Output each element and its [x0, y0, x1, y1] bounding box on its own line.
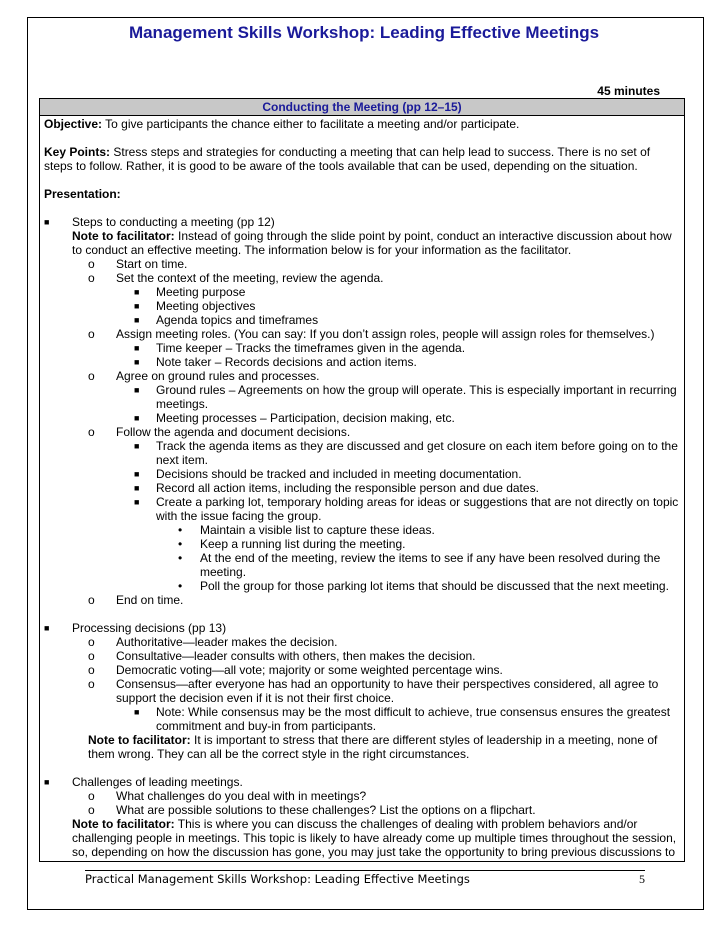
- lesson-table: [39, 98, 685, 862]
- key-points: [44, 145, 680, 173]
- square-bullet-icon: ■: [134, 301, 140, 311]
- list-item: ■ Agenda topics and timeframes: [134, 313, 319, 327]
- list-item: o End on time.: [88, 593, 184, 607]
- objective: [44, 117, 680, 131]
- circle-bullet-icon: o: [88, 635, 95, 649]
- square-bullet-icon: ■: [134, 469, 140, 479]
- circle-bullet-icon: o: [88, 663, 95, 677]
- presentation-list: [44, 215, 680, 607]
- circle-bullet-icon: o: [88, 271, 95, 285]
- list-item: o What are possible solutions to these challenges? List the options on a flipchart.: [88, 803, 536, 817]
- square-bullet-icon: ■: [134, 441, 140, 451]
- square-bullet-icon: ■: [44, 777, 50, 787]
- square-bullet-icon: ■: [134, 413, 140, 423]
- decisions-title: Processing decisions (pp 13): [72, 621, 227, 635]
- list-item: ■ Record all action items, including the responsible person and due dates.: [134, 481, 539, 495]
- square-bullet-icon: ■: [134, 497, 140, 507]
- list-item: o Democratic voting—all vote; majority or some weighted percentage wins.: [88, 663, 503, 677]
- footer-title: Practical Management Skills Workshop: Leading Effective Meetings: [85, 872, 470, 886]
- list-item: o Start on time.: [88, 257, 188, 271]
- list-item-steps: [44, 215, 680, 607]
- presentation-label: Presentation:: [44, 187, 121, 201]
- list-item: ■ Decisions should be tracked and included in meeting documentation.: [134, 467, 522, 481]
- section-header: Conducting the Meeting (pp 12–15): [40, 99, 684, 116]
- list-item: • Keep a running list during the meeting.: [178, 537, 406, 551]
- circle-bullet-icon: o: [88, 803, 95, 817]
- square-bullet-icon: ■: [44, 623, 50, 633]
- circle-bullet-icon: o: [88, 369, 95, 383]
- list-item: ■ Meeting purpose: [134, 285, 246, 299]
- dot-bullet-icon: •: [178, 551, 183, 565]
- list-item: ■ Note: While consensus may be the most difficult to achieve, true consensus ensures the greatest commitment and buy-in from participants.: [134, 705, 671, 733]
- square-bullet-icon: ■: [134, 343, 140, 353]
- circle-bullet-icon: o: [88, 593, 95, 607]
- list-item: o Consensus—after everyone has had an opportunity to have their perspectives considered, all agree to support the decision even if it is not their first choice. ■ Note: While consensus may be the most difficult to achieve, true consensus ensures the greatest commitment and buy-in from participants.: [72, 677, 680, 733]
- page-footer: [85, 870, 645, 886]
- list-item: ■ Meeting processes – Participation, decision making, etc.: [134, 411, 455, 425]
- circle-bullet-icon: o: [88, 649, 95, 663]
- decisions-section: [44, 621, 680, 761]
- key-points-label: Key Points:: [44, 145, 111, 159]
- square-bullet-icon: ■: [44, 217, 50, 227]
- square-bullet-icon: ■: [134, 707, 140, 717]
- key-points-text: Stress steps and strategies for conducting a meeting that can help lead to success. There is no set of steps to follow. Rather, it is good to be aware of the tools available that can be used, depending on the situation.: [44, 145, 651, 173]
- page-title: Management Skills Workshop: Leading Effective Meetings: [128, 23, 600, 42]
- list-item: o Consultative—leader consults with others, then makes the decision.: [88, 649, 476, 663]
- list-item: o Assign meeting roles. (You can say: If you don’t assign roles, people will assign roles for themselves.) ■ Time keeper – Tracks the timeframes given in the agenda. ■ Note taker – Records decisions and action items.: [72, 327, 680, 369]
- objective-label: Objective:: [44, 117, 103, 131]
- square-bullet-icon: ■: [134, 287, 140, 297]
- list-item: • At the end of the meeting, review the items to see if any have been resolved during the meeting.: [178, 551, 661, 579]
- circle-bullet-icon: o: [88, 257, 95, 271]
- duration-label: 45 minutes: [597, 84, 660, 98]
- list-item: ■ Time keeper – Tracks the timeframes given in the agenda.: [134, 341, 466, 355]
- list-item: o Agree on ground rules and processes. ■ Ground rules – Agreements on how the group will operate. This is especially important in recurring meetings. ■ Meeting processes – Participation, decision making, etc.: [72, 369, 680, 425]
- circle-bullet-icon: o: [88, 677, 95, 691]
- list-item: ■ Ground rules – Agreements on how the group will operate. This is especially important in recurring meetings.: [134, 383, 677, 411]
- list-item: o Authoritative—leader makes the decision.: [88, 635, 338, 649]
- square-bullet-icon: ■: [134, 385, 140, 395]
- facilitator-note: Note to facilitator: It is important to stress that there are different styles of leadership in a meeting, none of them wrong. They can all be the correct style in the right circumstances.: [88, 733, 658, 761]
- page-number: 5: [639, 872, 645, 886]
- challenges-section: [44, 775, 680, 859]
- list-item: ■ Create a parking lot, temporary holding areas for ideas or suggestions that are not directly on topic with the issue facing the group. • Maintain a visible list to capture these ideas. • Keep a running list during the meeting. • At the end of the meeting, review the items to see if any have been resolved during the meeting. • Poll the group for those parking lot items that should be discussed that the next meeting.: [134, 495, 679, 593]
- list-item: ■ Track the agenda items as they are discussed and get closure on each item before going on to the next item.: [134, 439, 678, 467]
- lesson-body: [40, 116, 684, 859]
- list-item: ■ Note taker – Records decisions and action items.: [134, 355, 417, 369]
- list-item: o Follow the agenda and document decisions. ■ Track the agenda items as they are discussed and get closure on each item before going on to the next item. ■ Decisions should be tracked and included in meeting documentation. ■ Record all action items, including the responsible person and due dates. ■ Create a parking lot, temporary holding areas for ideas or suggestions that are not directly on topic with the issue facing the group. • Maintain a visible list to capture these ideas. • Keep a running list during the meeting. • At the end of the meeting, review the items to see if any have been resolved during the meeting. • Poll the group for those parking lot items that should be discussed that the next meeting.: [88, 425, 679, 593]
- objective-text: To give participants the chance either to facilitate a meeting and/or participate.: [102, 117, 520, 131]
- facilitator-note: Note to facilitator: This is where you can discuss the challenges of dealing with problem behaviors and/or challenging people in meetings. This topic is likely to have already come up multiple times throughout the session, so, depending on how the discussion has gone, you may just take the opportunity to bring previous discussions to: [72, 817, 677, 859]
- square-bullet-icon: ■: [134, 357, 140, 367]
- steps-title: Steps to conducting a meeting (pp 12): [72, 215, 275, 229]
- list-item: o What challenges do you deal with in meetings?: [88, 789, 367, 803]
- challenges-title: Challenges of leading meetings.: [72, 775, 243, 789]
- dot-bullet-icon: •: [178, 579, 183, 593]
- circle-bullet-icon: o: [88, 789, 95, 803]
- facilitator-note: Note to facilitator: Instead of going through the slide point by point, conduct an interactive discussion about how to conduct an effective meeting. The information below is for your information as the facilitator.: [72, 229, 672, 257]
- square-bullet-icon: ■: [134, 483, 140, 493]
- list-item: o Set the context of the meeting, review the agenda. ■ Meeting purpose ■ Meeting objectives ■ Agenda topics and timeframes: [72, 271, 680, 327]
- list-item: • Poll the group for those parking lot items that should be discussed that the next meeting.: [178, 579, 669, 593]
- square-bullet-icon: ■: [134, 315, 140, 325]
- circle-bullet-icon: o: [88, 327, 95, 341]
- steps-list: [72, 257, 680, 607]
- dot-bullet-icon: •: [178, 537, 183, 551]
- list-item: • Maintain a visible list to capture these ideas.: [178, 523, 435, 537]
- list-item: ■ Meeting objectives: [134, 299, 256, 313]
- dot-bullet-icon: •: [178, 523, 183, 537]
- list-item-challenges: [44, 775, 680, 859]
- circle-bullet-icon: o: [88, 425, 95, 439]
- list-item-decisions: [44, 621, 680, 761]
